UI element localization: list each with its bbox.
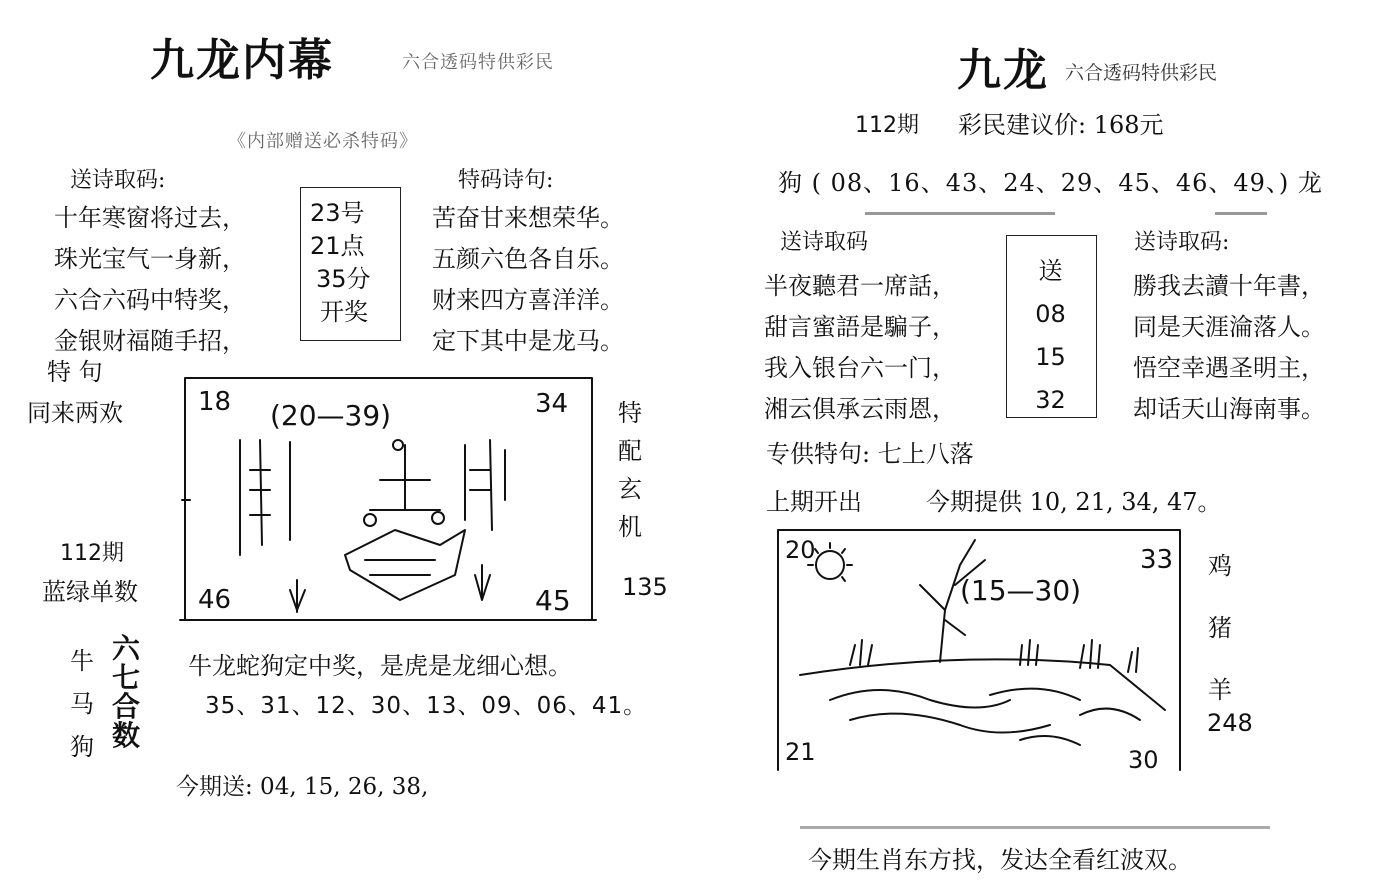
special-line: 定下其中是龙马。 [432, 327, 624, 355]
poem-line: 十年寒窗将过去， [54, 204, 246, 232]
right-footer: 今期生肖东方找，发达全看红波双。 [808, 846, 1192, 874]
draw-hour: 21点 [310, 232, 365, 260]
lhc-char: 合 [112, 690, 141, 723]
faded-line [800, 826, 1270, 829]
teju-text: 同来两欢 [27, 399, 123, 427]
left-subtitle: 六合透码特供彩民 [402, 52, 554, 73]
right-special: 专供特句: 七上八落 [766, 440, 974, 468]
last-period: 上期开出 [766, 488, 862, 516]
zodiac-char: 狗 [70, 733, 94, 761]
special-line: 苦奋甘来想荣华。 [432, 204, 624, 232]
sketch-grass [850, 640, 872, 665]
poem-line: 我入银台六一门， [764, 354, 956, 382]
left-inner-note: 《内部赠送必杀特码》 [228, 131, 418, 152]
poem-line: 勝我去讀十年書， [1133, 272, 1325, 300]
poem-line: 六合六码中特奖， [54, 286, 246, 314]
sketch-range: (20—39) [270, 399, 392, 432]
send-number: 08 [1035, 300, 1066, 328]
left-side-number: 135 [622, 573, 668, 601]
poem-line: 珠光宝气一身新， [54, 245, 246, 273]
poem-line: 湘云俱承云雨恩， [764, 395, 956, 423]
side-char: 配 [618, 437, 642, 465]
send-label: 送 [1038, 257, 1063, 285]
issue-hint: 蓝绿单数 [42, 578, 138, 606]
sketch-br: 30 [1128, 746, 1159, 774]
side-char: 特 [618, 399, 642, 427]
left-numbers: 35、31、12、30、13、09、06、41。 [205, 693, 648, 719]
right-side-number: 248 [1207, 709, 1253, 737]
teju-label: 特 句 [47, 358, 103, 386]
sketch-bl: 46 [198, 585, 232, 615]
sketch-range: (15—30) [960, 574, 1082, 607]
right-title: 九龙 [957, 45, 1049, 96]
lhc-char: 六 [112, 632, 141, 665]
right-price: 彩民建议价: 168元 [958, 111, 1164, 139]
poem-line: 半夜聽君一席話， [764, 272, 956, 300]
sketch-hill [800, 659, 1165, 710]
offer: 今期提供 10, 21, 34, 47。 [926, 488, 1222, 516]
draw-minute: 35分 [316, 265, 371, 293]
draw-date: 23号 [310, 199, 365, 227]
zodiac-char: 猪 [1208, 614, 1232, 642]
poem-line: 甜言蜜語是騙子， [764, 313, 956, 341]
sketch-tl: 18 [198, 387, 232, 417]
poem-line: 悟空幸遇圣明主， [1133, 354, 1325, 382]
right-subtitle: 六合透码特供彩民 [1065, 62, 1218, 84]
right-poem-label-left: 送诗取码 [780, 230, 869, 255]
send-number: 32 [1035, 386, 1066, 414]
left-title: 九龙内幕 [150, 35, 334, 86]
zodiac-char: 马 [70, 690, 94, 718]
poem-line: 同是天涯淪落人。 [1133, 313, 1325, 341]
sketch-tr: 34 [535, 389, 569, 419]
left-special-label: 特码诗句: [458, 168, 554, 193]
sketch-bl: 21 [785, 738, 816, 766]
send-number: 15 [1035, 343, 1066, 371]
left-poem-label: 送诗取码: [70, 168, 166, 193]
zodiac-char: 鸡 [1208, 552, 1232, 580]
zodiac-char: 羊 [1208, 676, 1232, 704]
left-issue: 112期 [60, 541, 124, 566]
poem-line: 却话天山海南事。 [1133, 395, 1325, 423]
side-char: 玄 [618, 475, 642, 503]
sketch-sun [816, 551, 844, 579]
zodiac-char: 牛 [70, 647, 94, 675]
right-poem-label-right: 送诗取码: [1134, 230, 1230, 255]
special-line: 五颜六色各自乐。 [432, 245, 624, 273]
draw-label: 开奖 [320, 298, 368, 326]
left-verse: 牛龙蛇狗定中奖，是虎是龙细心想。 [188, 652, 572, 680]
special-line: 财来四方喜洋洋。 [432, 286, 624, 314]
sketch-tr: 33 [1140, 545, 1174, 575]
sketch-wave [830, 690, 1010, 708]
sketch-tl: 20 [785, 536, 816, 564]
sketch-br: 45 [535, 584, 571, 617]
right-issue: 112期 [855, 113, 919, 138]
left-send: 今期送: 04, 15, 26, 38, [176, 774, 429, 800]
dog-dragon-line: 狗 ( 08、16、43、24、29、45、46、49、) 龙 [778, 169, 1323, 197]
lhc-char: 数 [112, 719, 141, 752]
right-side-vertical [1208, 535, 1232, 721]
side-char: 机 [618, 513, 642, 541]
lhc-char: 七 [112, 661, 141, 694]
poem-line: 金银财福随手招， [54, 327, 246, 355]
